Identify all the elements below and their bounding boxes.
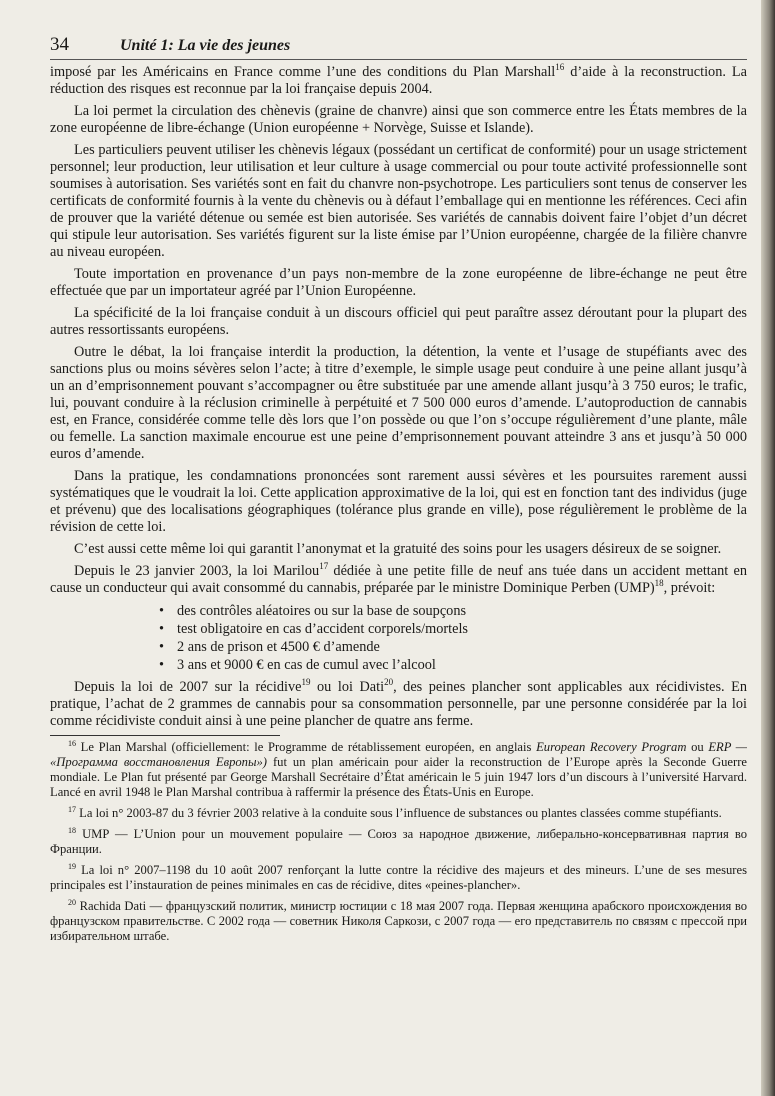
- footnote-divider: [50, 735, 280, 736]
- footnotes: [50, 740, 747, 944]
- book-spine-shadow: [761, 0, 775, 1096]
- page-header: [50, 34, 747, 60]
- paragraph-2: La loi permet la circulation des chènevis (graine de chanvre) ainsi que son commerce entre les États membres de la zone européenne de libre-échange (Union européenne + Norvège, Suisse et Islande).: [50, 103, 747, 136]
- footnote-20: $^{20}$ Rachida Dati — французский политик, министр юстиции с 18 мая 2007 года. Первая женщина арабского происхождения во французском правительстве. С 2002 года — советник Николя Саркози, с 2007 года — его представитель по связям с прессой при избирательном штабе.: [50, 897, 747, 943]
- list-item: • 3 ans et 9000 € en cas de cumul avec l’alcool: [177, 656, 747, 674]
- paragraph-7: Dans la pratique, les condamnations prononcées sont rarement aussi sévères et les poursuites rarement aussi systématiques que le voudrait la loi. Cette application approximative de la loi, qui est en fonction tant des individus (juge et prévenu) que des localisations géographiques (tolérance plus grande en ville), pose régulièrement le problème de la révision de cette loi.: [50, 468, 747, 535]
- list-item: • des contrôles aléatoires ou sur la base de soupçons: [177, 602, 747, 620]
- paragraph-4: Toute importation en provenance d’un pays non-membre de la zone européenne de libre-échange ne peut être effectuée que par un importateur agréé par l’Union Européenne.: [50, 266, 747, 299]
- list-item: • test obligatoire en cas d’accident corporels/mortels: [177, 620, 747, 638]
- footnote-18: $^{18}$ UMP — L’Union pour un mouvement populaire — Союз за народное движение, либерально-консервативная партия во Франции.: [50, 825, 747, 856]
- running-title: Unité 1: La vie des jeunes: [120, 37, 291, 54]
- paragraph-10: Depuis la loi de 2007 sur la récidive$^{19}$ ou loi Dati$^{20}$, des peines plancher sont applicables aux récidivistes. En pratique, l’achat de 2 grammes de cannabis pour sa consommation personnelle, par une personne considérée par la loi comme récidiviste conduit ainsi à une peine plancher de quatre ans ferme.: [50, 677, 747, 729]
- list-item: • 2 ans de prison et 4500 € d’amende: [177, 638, 747, 656]
- main-text: [50, 64, 747, 730]
- paragraph-3: Les particuliers peuvent utiliser les chènevis légaux (possédant un certificat de conformité) pour un usage strictement personnel; leur production, leur utilisation et leur culture à usage commercial ou pour toute activité professionnelle sont soumises à autorisation. Ses variétés sont en fait du chanvre non-psychotrope. Les particuliers sont tenus de conserver les certificats de conformité fournis à la vente du chènevis ou à défaut l’emballage qui en mentionne les références. Ceci afin de prouver que la variété détenue ou semée est bien autorisée. Ses variétés de cannabis doivent faire l’objet d’un décret qui stipule leur autorisation. Ses variétés figurent sur la liste émise par l’Union européenne, chargée de la filière chanvre au niveau européen.: [50, 142, 747, 260]
- paragraph-5: La spécificité de la loi française conduit à un discours officiel qui peut paraître assez déroutant pour la plupart des autres ressortissants européens.: [50, 305, 747, 338]
- bullet-list: [50, 602, 747, 674]
- paragraph-6: Outre le débat, la loi française interdit la production, la détention, la vente et l’usage de stupéfiants avec des sanctions plus ou moins sévères selon l’acte; à titre d’exemple, le simple usage peut conduire à une peine allant jusqu’à un an d’emprisonnement pouvant s’accompagner ou être substituée par une amende allant jusqu’à 3 750 euros; le trafic, lui, pouvant conduire à la réclusion criminelle à perpétuité et 7 500 000 euros d’amende. L’autoproduction de cannabis est, en France, considérée comme telle dès lors que l’on possède ou que l’on s’occupe régulièrement d’une plante, mâle ou femelle. La sanction maximale encourue est une peine d’emprisonnement pouvant atteindre 3 ans et jusqu’à 50 000 euros d’amende.: [50, 344, 747, 462]
- paragraph-1: imposé par les Américains en France comme l’une des conditions du Plan Marshall$^{16}$ d’aide à la reconstruction. La réduction des risques est reconnue par la loi française depuis 2004.: [50, 62, 747, 97]
- paragraph-8: C’est aussi cette même loi qui garantit l’anonymat et la gratuité des soins pour les usagers désireux de se soigner.: [74, 541, 722, 557]
- footnote-16: $^{16}$ Le Plan Marshal (officiellement: le Programme de rétablissement européen, en anglais European Recovery Program ou ERP — «Программа восстановления Европы») fut un plan américain pour aider la reconstruction de l’Europe après la Seconde Guerre mondiale. Le Plan fut présenté par George Marshall Secrétaire d’État américain le 5 juin 1947 lors d’un discours à l’université Harvard. Lancé en avril 1948 le Plan Marshal contribua à raffermir la présence des États-Unis en Europe.: [50, 738, 748, 799]
- page-number: 34: [50, 34, 69, 55]
- footnote-19: $^{19}$ La loi n° 2007–1198 du 10 août 2007 renforçant la lutte contre la récidive des majeurs et des mineurs. L’une de ses mesures principales est l’instauration de peines minimales en cas de récidive, dites «peines-plancher».: [50, 861, 747, 892]
- paragraph-9: Depuis le 23 janvier 2003, la loi Marilou$^{17}$ dédiée à une petite fille de neuf ans tuée dans un accident mettant en cause un conducteur qui avait consommé du cannabis, préparée par le ministre Dominique Perben (UMP)$^{18}$, prévoit:: [50, 561, 747, 596]
- footnote-17: $^{17}$ La loi n° 2003-87 du 3 février 2003 relative à la conduite sous l’influence de substances ou plantes classées comme stupéfiants.: [68, 804, 722, 820]
